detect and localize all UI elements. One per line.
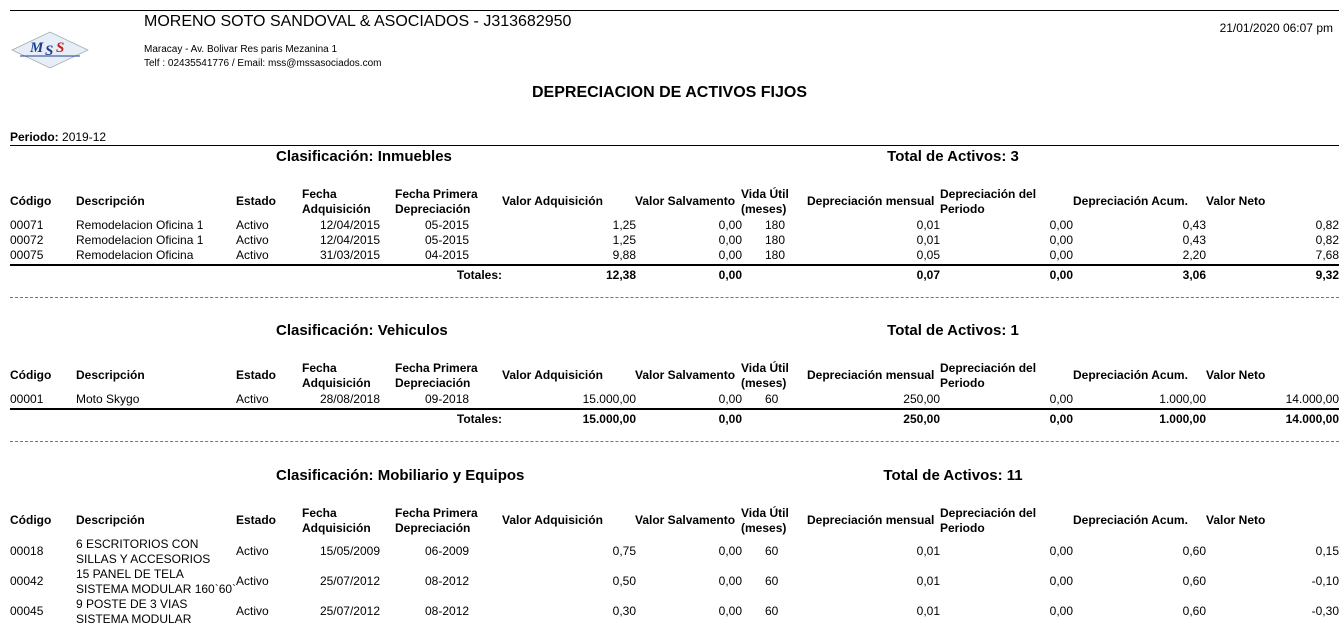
row-descripcion: Remodelacion Oficina 1 (76, 233, 204, 247)
col-header-fecha-adq: Fecha (302, 187, 337, 201)
row-valor-adq: 1,25 (612, 233, 636, 247)
col-header-dep-mensual: Depreciación mensual (807, 368, 935, 382)
col-header-fecha-primera: Fecha Primera (395, 506, 478, 520)
col-header-dep-periodo: Periodo (940, 202, 985, 216)
col-header-valor-adq: Valor Adquisición (502, 368, 603, 382)
row-vida-util: 60 (765, 392, 779, 406)
row-valor-adq: 15.000,00 (582, 392, 636, 406)
col-header-dep-periodo: Periodo (940, 521, 985, 535)
col-header-valor-adq: Valor Adquisición (502, 194, 603, 208)
row-dep-mensual: 0,01 (916, 218, 940, 232)
row-descripcion: Remodelacion Oficina (76, 248, 194, 262)
col-header-descripcion: Descripción (76, 368, 145, 382)
row-fecha-adq: 12/04/2015 (319, 218, 380, 232)
total-valor-adq: 15.000,00 (582, 412, 636, 426)
row-fecha-primera: 08-2012 (425, 604, 470, 618)
row-vida-util: 60 (765, 544, 779, 558)
col-header-fecha-primera: Depreciación (395, 202, 471, 216)
row-dep-acum: 0,60 (1182, 544, 1206, 558)
row-valor-neto: 0,82 (1315, 218, 1339, 232)
company-logo (10, 30, 90, 70)
col-header-vida-util: Vida Útil (741, 506, 789, 520)
row-descripcion: 15 PANEL DE TELA (76, 567, 184, 581)
row-vida-util: 60 (765, 604, 779, 618)
section-total-assets: Total de Activos: 11 (883, 467, 1023, 484)
row-dep-periodo: 0,00 (1049, 392, 1073, 406)
row-valor-neto: 0,15 (1315, 544, 1339, 558)
col-header-valor-adq: Valor Adquisición (502, 513, 603, 527)
col-header-dep-periodo: Depreciación del (940, 506, 1037, 520)
row-valor-neto: 7,68 (1315, 248, 1339, 262)
col-header-codigo: Código (10, 194, 52, 208)
row-estado: Activo (236, 604, 269, 618)
totals-rule (10, 264, 1339, 266)
col-header-fecha-primera: Depreciación (395, 376, 471, 390)
col-header-codigo: Código (10, 368, 52, 382)
row-estado: Activo (236, 233, 269, 247)
totals-rule (10, 408, 1339, 410)
row-valor-adq: 0,50 (612, 574, 636, 588)
row-valor-salv: 0,00 (718, 574, 742, 588)
row-dep-acum: 0,60 (1182, 604, 1206, 618)
row-fecha-adq: 25/07/2012 (319, 604, 380, 618)
row-codigo: 00042 (10, 574, 44, 588)
row-fecha-adq: 28/08/2018 (319, 392, 380, 406)
periodo (10, 130, 106, 144)
row-descripcion: SISTEMA MODULAR 160`60` (76, 582, 237, 596)
row-dep-periodo: 0,00 (1049, 604, 1073, 618)
col-header-fecha-adq: Fecha (302, 361, 337, 375)
row-descripcion: SILLAS Y ACCESORIOS (76, 552, 211, 566)
row-codigo: 00018 (10, 544, 44, 558)
col-header-codigo: Código (10, 513, 52, 527)
totals-label: Totales: (456, 268, 502, 282)
col-header-dep-periodo: Depreciación del (940, 187, 1037, 201)
total-dep-periodo: 0,00 (1049, 268, 1073, 282)
row-fecha-adq: 15/05/2009 (319, 544, 380, 558)
row-dep-mensual: 0,01 (916, 544, 940, 558)
row-dep-mensual: 0,05 (916, 248, 940, 262)
row-valor-adq: 1,25 (612, 218, 636, 232)
row-valor-salv: 0,00 (718, 248, 742, 262)
section-classification: Clasificación: Mobiliario y Equipos (276, 467, 525, 484)
periodo-value: 2019-12 (62, 130, 107, 144)
row-estado: Activo (236, 248, 269, 262)
svg-text:M: M (30, 40, 44, 56)
row-vida-util: 60 (765, 574, 779, 588)
report-datetime: 21/01/2020 06:07 pm (1219, 21, 1333, 35)
col-header-estado: Estado (236, 368, 277, 382)
row-codigo: 00045 (10, 604, 44, 618)
total-valor-neto: 14.000,00 (1285, 412, 1339, 426)
total-valor-adq: 12,38 (605, 268, 636, 282)
report-title: DEPRECIACION DE ACTIVOS FIJOS (532, 84, 807, 101)
row-fecha-adq: 12/04/2015 (319, 233, 380, 247)
row-dep-periodo: 0,00 (1049, 544, 1073, 558)
col-header-valor-neto: Valor Neto (1206, 194, 1266, 208)
col-header-fecha-adq: Adquisición (302, 202, 371, 216)
totals-label: Totales: (456, 412, 502, 426)
row-dep-mensual: 0,01 (916, 574, 940, 588)
row-estado: Activo (236, 574, 269, 588)
col-header-descripcion: Descripción (76, 513, 145, 527)
col-header-vida-util: Vida Útil (741, 361, 789, 375)
col-header-valor-salv: Valor Salvamento (635, 368, 736, 382)
row-valor-adq: 9,88 (612, 248, 636, 262)
row-fecha-primera: 08-2012 (425, 574, 470, 588)
total-valor-salv: 0,00 (718, 268, 742, 282)
col-header-fecha-primera: Fecha Primera (395, 187, 478, 201)
row-valor-salv: 0,00 (718, 218, 742, 232)
row-dep-acum: 0,43 (1182, 218, 1206, 232)
row-descripcion: 6 ESCRITORIOS CON (76, 537, 199, 551)
col-header-fecha-adq: Adquisición (302, 376, 371, 390)
section-separator (10, 441, 1339, 442)
row-dep-mensual: 0,01 (916, 604, 940, 618)
row-vida-util: 180 (765, 248, 786, 262)
col-header-fecha-primera: Depreciación (395, 521, 471, 535)
col-header-fecha-primera: Fecha Primera (395, 361, 478, 375)
row-dep-periodo: 0,00 (1049, 248, 1073, 262)
total-valor-neto: 9,32 (1315, 268, 1339, 282)
total-valor-salv: 0,00 (718, 412, 742, 426)
periodo-label: Periodo: (10, 130, 59, 144)
row-dep-periodo: 0,00 (1049, 218, 1073, 232)
row-codigo: 00001 (10, 392, 44, 406)
row-codigo: 00071 (10, 218, 44, 232)
col-header-vida-util: (meses) (741, 202, 787, 216)
total-dep-acum: 1.000,00 (1159, 412, 1206, 426)
row-valor-salv: 0,00 (718, 233, 742, 247)
row-valor-neto: 14.000,00 (1285, 392, 1339, 406)
svg-text:S: S (45, 43, 54, 59)
row-valor-salv: 0,00 (718, 604, 742, 618)
section-total-assets: Total de Activos: 3 (887, 148, 1019, 165)
row-codigo: 00075 (10, 248, 44, 262)
company-name: MORENO SOTO SANDOVAL & ASOCIADOS - J313682950 (144, 13, 572, 30)
row-dep-periodo: 0,00 (1049, 574, 1073, 588)
row-dep-mensual: 250,00 (903, 392, 940, 406)
row-fecha-adq: 25/07/2012 (319, 574, 380, 588)
section-classification: Clasificación: Inmuebles (276, 148, 452, 165)
col-header-dep-acum: Depreciación Acum. (1073, 368, 1188, 382)
row-estado: Activo (236, 544, 269, 558)
row-fecha-primera: 06-2009 (425, 544, 470, 558)
row-vida-util: 180 (765, 218, 786, 232)
row-codigo: 00072 (10, 233, 44, 247)
row-valor-adq: 0,30 (612, 604, 636, 618)
col-header-dep-mensual: Depreciación mensual (807, 194, 935, 208)
row-fecha-primera: 05-2015 (425, 218, 470, 232)
row-valor-salv: 0,00 (718, 392, 742, 406)
col-header-vida-util: (meses) (741, 521, 787, 535)
row-descripcion: Remodelacion Oficina 1 (76, 218, 204, 232)
periodo-rule (10, 145, 1339, 146)
company-contact: Telf : 02435541776 / Email: mss@mssasociados.com (144, 58, 382, 69)
total-dep-mensual: 0,07 (916, 268, 940, 282)
col-header-dep-acum: Depreciación Acum. (1073, 194, 1188, 208)
row-dep-acum: 0,43 (1182, 233, 1206, 247)
col-header-dep-mensual: Depreciación mensual (807, 513, 935, 527)
total-dep-mensual: 250,00 (903, 412, 940, 426)
col-header-valor-neto: Valor Neto (1206, 368, 1266, 382)
row-vida-util: 180 (765, 233, 786, 247)
row-dep-mensual: 0,01 (916, 233, 940, 247)
row-estado: Activo (236, 218, 269, 232)
col-header-valor-salv: Valor Salvamento (635, 513, 736, 527)
col-header-dep-acum: Depreciación Acum. (1073, 513, 1188, 527)
section-total-assets: Total de Activos: 1 (887, 322, 1019, 339)
total-dep-acum: 3,06 (1182, 268, 1206, 282)
row-fecha-adq: 31/03/2015 (319, 248, 380, 262)
col-header-valor-salv: Valor Salvamento (635, 194, 736, 208)
row-valor-neto: -0,10 (1311, 574, 1339, 588)
section-separator (10, 297, 1339, 298)
row-descripcion: 9 POSTE DE 3 VIAS (76, 597, 188, 611)
col-header-vida-util: (meses) (741, 376, 787, 390)
col-header-dep-periodo: Periodo (940, 376, 985, 390)
col-header-vida-util: Vida Útil (741, 187, 789, 201)
row-valor-neto: 0,82 (1315, 233, 1339, 247)
row-descripcion: Moto Skygo (76, 392, 140, 406)
row-descripcion: SISTEMA MODULAR (76, 612, 192, 626)
section-classification: Clasificación: Vehiculos (276, 322, 448, 339)
row-valor-adq: 0,75 (612, 544, 636, 558)
row-valor-neto: -0,30 (1311, 604, 1339, 618)
row-fecha-primera: 04-2015 (425, 248, 470, 262)
row-dep-acum: 2,20 (1182, 248, 1206, 262)
svg-text:S: S (56, 40, 65, 56)
row-fecha-primera: 05-2015 (425, 233, 470, 247)
col-header-fecha-adq: Fecha (302, 506, 337, 520)
col-header-estado: Estado (236, 194, 277, 208)
col-header-fecha-adq: Adquisición (302, 521, 371, 535)
total-dep-periodo: 0,00 (1049, 412, 1073, 426)
row-valor-salv: 0,00 (718, 544, 742, 558)
row-dep-acum: 0,60 (1182, 574, 1206, 588)
row-dep-acum: 1.000,00 (1159, 392, 1206, 406)
col-header-descripcion: Descripción (76, 194, 145, 208)
col-header-estado: Estado (236, 513, 277, 527)
row-dep-periodo: 0,00 (1049, 233, 1073, 247)
col-header-valor-neto: Valor Neto (1206, 513, 1266, 527)
row-estado: Activo (236, 392, 269, 406)
company-address: Maracay - Av. Bolivar Res paris Mezanina 1 (144, 44, 338, 55)
col-header-dep-periodo: Depreciación del (940, 361, 1037, 375)
row-fecha-primera: 09-2018 (425, 392, 470, 406)
top-rule (10, 10, 1339, 11)
